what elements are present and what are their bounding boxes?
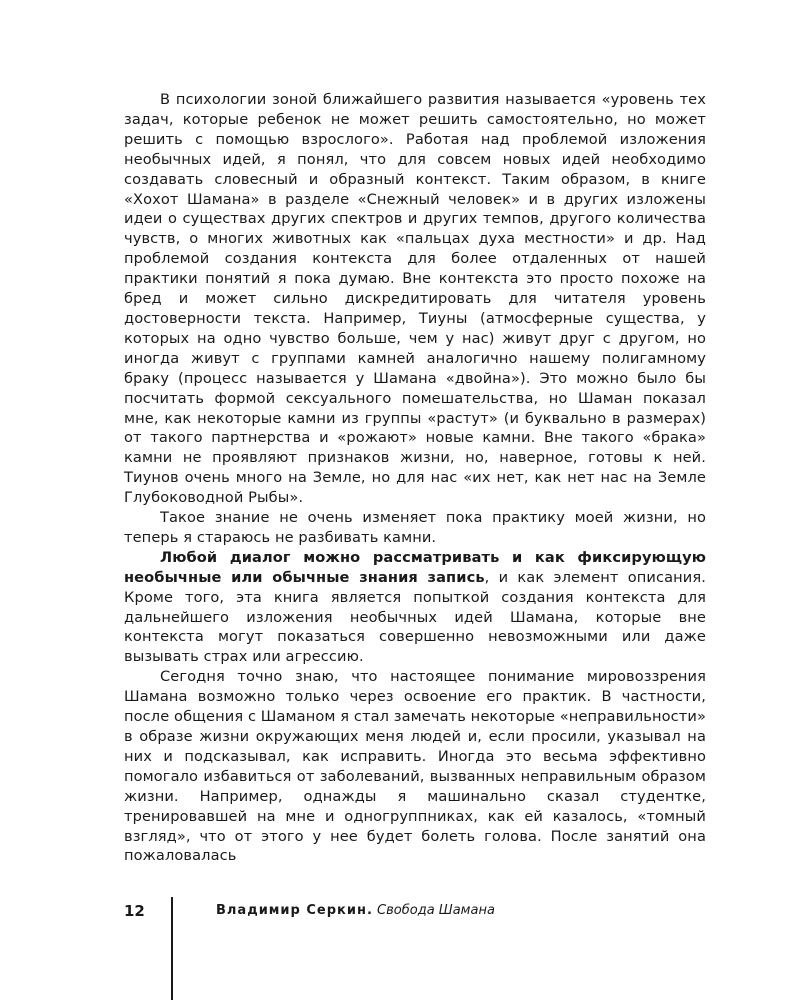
page-number: 12 bbox=[124, 902, 145, 920]
paragraph-1: В психологии зоной ближайшего развития называется «уровень тех задач, которые ребенок не может решить самостоятельно, но может решить с помощью взрослого». Работая над проблемой изложения необычных идей, я понял, что для совсем новых идей необходимо создавать словесный и образный контекст. Таким образом, в книге «Хохот Шамана» в разделе «Снежный человек» и в других изложены идеи о существах других спектров и других темпов, другого количества чувств, о многих животных как «пальцах духа местности» и др. Над проблемой создания контекста для более отдаленных от нашей практики понятий я пока думаю. Вне контекста это просто похоже на бред и может сильно дискредитировать для читателя уровень достоверности текста. Например, Тиуны (атмосферные существа, у которых на одно чувство больше, чем у нас) живут друг с другом, но иногда живут с группами камней аналогично нашему полигамному браку (процесс называется у Шамана «двойна»). Это можно было бы посчитать формой сексуального помешательства, но Шаман показал мне, как некоторые камни из группы «растут» (и буквально в размерах) от такого партнерства и «рожают» новые камни. Вне такого «брака» камни не проявляют признаков жизни, но, наверное, готовы к ней. Тиунов очень много на Земле, но для нас «их нет, как нет нас на Земле Глубоководной Рыбы». bbox=[124, 91, 706, 507]
running-footer bbox=[216, 903, 495, 918]
paragraph-4: Сегодня точно знаю, что настоящее понимание мировоззрения Шамана возможно только через освоение его практик. В частности, после общения с Шаманом я стал замечать некоторые «неправильности» в образе жизни окружающих меня людей и, если просили, указывал на них и подсказывал, как исправить. Иногда это весьма эффективно помогало избавиться от заболеваний, вызванных неправильным образом жизни. Например, однажды я машинально сказал студентке, тренировавшей на мне и одногруппниках, как ей казалось, «томный взгляд», что от этого у нее будет болеть голова. После занятий она пожаловалась bbox=[124, 668, 706, 865]
footer-divider bbox=[171, 897, 173, 1000]
paragraph-3-bold: Любой диалог можно рассматривать и как фиксирующую необычные или обычные знания запись bbox=[124, 548, 706, 586]
footer-book-title: Свобода Шамана bbox=[377, 903, 495, 918]
footer-author: Владимир Серкин. bbox=[216, 903, 373, 918]
paragraph-3-rest: , и как элемент описания. Кроме того, эта книга является попыткой создания контекста для дальнейшего изложения необычных идей Шамана, которые вне контекста могут показаться совершенно невозможными или даже вызывать страх или агрессию. bbox=[124, 568, 706, 666]
paragraph-2: Такое знание не очень изменяет пока практику моей жизни, но теперь я стараюсь не разбивать камни. bbox=[124, 509, 706, 546]
paragraph-3 bbox=[124, 548, 706, 667]
body-text bbox=[124, 90, 706, 866]
